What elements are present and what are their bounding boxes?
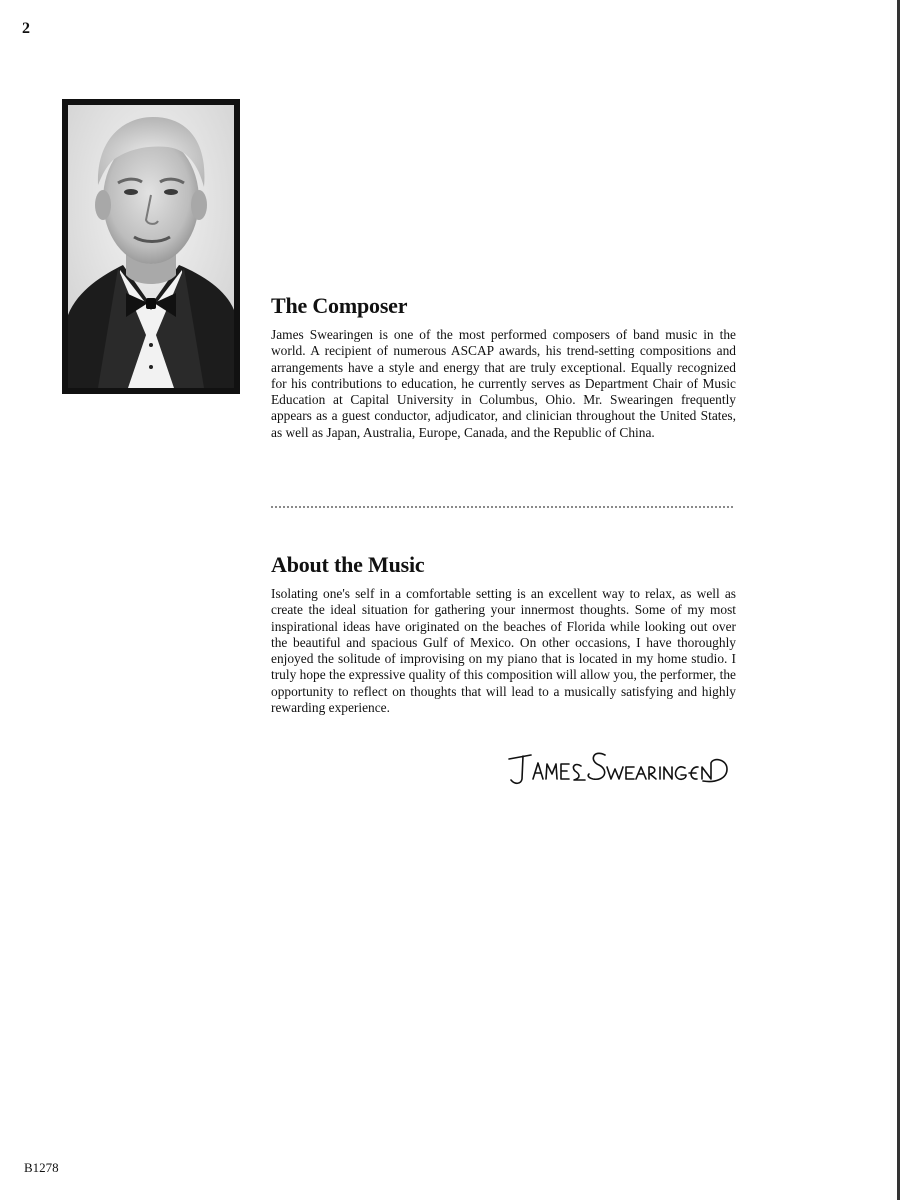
catalog-number: B1278 — [24, 1160, 59, 1175]
about-section — [271, 552, 736, 716]
composer-signature — [505, 745, 735, 795]
composer-photo — [62, 99, 240, 394]
about-heading: About the Music — [271, 552, 425, 577]
composer-section — [271, 293, 736, 441]
about-body: Isolating one's self in a comfortable setting is an excellent way to relax, as well as create the ideal situation for gathering your innermost thoughts. Some of my most inspirational ideas have originated on the beaches of Florida while looking out over the beautiful and spacious Gulf of Mexico. On other occasions, I have thoroughly enjoyed the solitude of improvising on my piano that is located in my home studio. I truly hope the expressive quality of this composition will allow you, the performer, the opportunity to reflect on thoughts that will lead to a musically satisfying and highly rewarding experience. — [271, 586, 736, 716]
composer-body: James Swearingen is one of the most performed composers of band music in the world. A recipient of numerous ASCAP awards, his trend-setting compositions and arrangements have a style and energy that are truly exceptional. Equally recognized for his contributions to education, he currently serves as Department Chair of Music Education at Capital University in Columbus, Ohio. Mr. Swearingen frequently appears as a guest conductor, adjudicator, and clinician throughout the United States, as well as Japan, Australia, Europe, Canada, and the Republic of China. — [271, 327, 736, 440]
page-number: 2 — [22, 20, 30, 37]
section-divider — [271, 506, 733, 508]
composer-heading: The Composer — [271, 293, 408, 318]
portrait-image — [68, 105, 234, 388]
